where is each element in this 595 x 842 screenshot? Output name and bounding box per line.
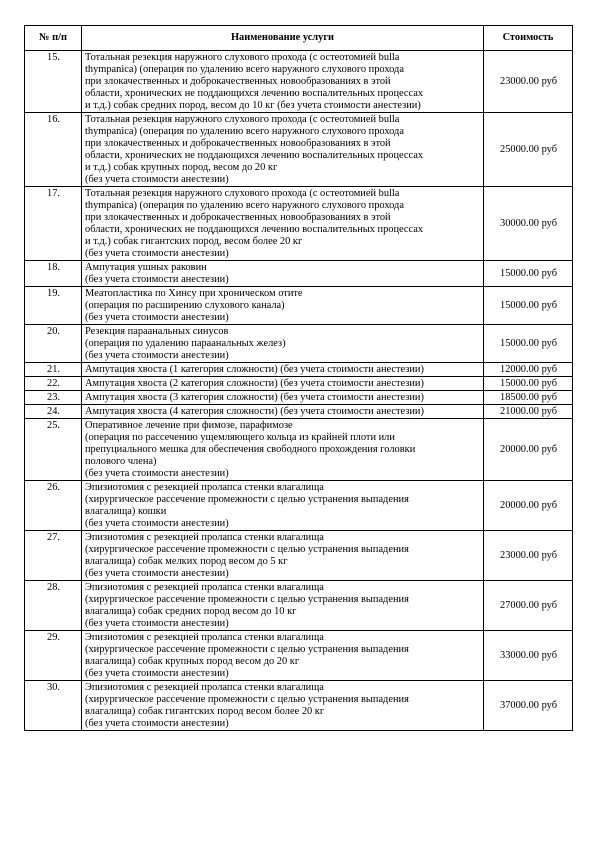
row-number: 16. <box>25 113 82 187</box>
table-header-row <box>25 26 573 51</box>
service-name <box>82 363 484 377</box>
service-cost: 21000.00 руб <box>484 405 573 419</box>
service-name-line: Оперативное лечение при фимозе, парафимозе <box>85 420 293 431</box>
service-name <box>82 391 484 405</box>
row-number: 15. <box>25 51 82 113</box>
service-name-line: влагалища) собак мелких пород весом до 5 кг <box>85 556 288 567</box>
table-row <box>25 377 573 391</box>
service-name-line: Эпизиотомия с резекцией пролапса стенки влагалища <box>85 482 324 493</box>
row-number: 29. <box>25 631 82 681</box>
service-name-line: при злокачественных и доброкачественных новообразованиях в этой <box>85 76 391 87</box>
service-name-line: влагалища) собак крупных пород весом до 20 кг <box>85 656 300 667</box>
service-name-line: влагалища) собак средних пород весом до 10 кг <box>85 606 297 617</box>
table-row <box>25 363 573 377</box>
service-name-line: при злокачественных и доброкачественных новообразованиях в этой <box>85 212 391 223</box>
service-cost: 23000.00 руб <box>484 531 573 581</box>
service-name-line: (без учета стоимости анестезии) <box>85 350 229 361</box>
service-name-line: области, хронических не поддающихся лечению воспалительных процессах <box>85 88 424 99</box>
service-name-line: (операция по рассечению ущемляющего кольца из крайней плоти или <box>85 432 395 443</box>
service-name <box>82 419 484 481</box>
service-name-line: Эпизиотомия с резекцией пролапса стенки влагалища <box>85 532 324 543</box>
price-table <box>24 25 573 731</box>
table-row <box>25 187 573 261</box>
service-name-line: (хирургическое рассечение промежности с целью устранения выпадения <box>85 694 409 705</box>
service-name-line: области, хронических не поддающихся лечению воспалительных процессах <box>85 150 424 161</box>
service-cost: 15000.00 руб <box>484 377 573 391</box>
table-row <box>25 631 573 681</box>
service-name-line: (без учета стоимости анестезии) <box>85 618 229 629</box>
service-cost: 18500.00 руб <box>484 391 573 405</box>
service-name-line: thympanica) (операция по удалению всего наружного слухового прохода <box>85 64 404 75</box>
service-name-line: Тотальная резекция наружного слухового прохода (с остеотомией bulla <box>85 114 400 125</box>
service-name <box>82 287 484 325</box>
service-name-line: (без учета стоимости анестезии) <box>85 274 229 285</box>
service-name <box>82 261 484 287</box>
table-row <box>25 581 573 631</box>
service-name-line: и т.д.) собак гигантских пород, весом более 20 кг <box>85 236 303 247</box>
service-name-line: Тотальная резекция наружного слухового прохода (с остеотомией bulla <box>85 52 400 63</box>
table-row <box>25 531 573 581</box>
table-row <box>25 113 573 187</box>
service-name-line: влагалища) кошки <box>85 506 167 517</box>
table-row <box>25 405 573 419</box>
row-number: 21. <box>25 363 82 377</box>
table-body <box>25 51 573 731</box>
service-name-line: (хирургическое рассечение промежности с целью устранения выпадения <box>85 594 409 605</box>
service-cost: 15000.00 руб <box>484 325 573 363</box>
service-name-line: (без учета стоимости анестезии) <box>85 668 229 679</box>
service-name-line: и т.д.) собак средних пород, весом до 10 кг (без учета стоимости анестезии) <box>85 100 421 111</box>
row-number: 23. <box>25 391 82 405</box>
row-number: 28. <box>25 581 82 631</box>
service-name-line: Эпизиотомия с резекцией пролапса стенки влагалища <box>85 582 324 593</box>
header-number: № п/п <box>25 26 82 51</box>
table-row <box>25 325 573 363</box>
service-cost: 20000.00 руб <box>484 419 573 481</box>
row-number: 27. <box>25 531 82 581</box>
row-number: 18. <box>25 261 82 287</box>
service-name-line: Тотальная резекция наружного слухового прохода (с остеотомией bulla <box>85 188 400 199</box>
service-name-line: при злокачественных и доброкачественных новообразованиях в этой <box>85 138 391 149</box>
service-cost: 33000.00 руб <box>484 631 573 681</box>
table-row <box>25 481 573 531</box>
service-name-line: (без учета стоимости анестезии) <box>85 518 229 529</box>
service-name <box>82 581 484 631</box>
service-name-line: препуциального мешка для обеспечения свободного прохождения головки <box>85 444 416 455</box>
service-name <box>82 531 484 581</box>
table-row <box>25 391 573 405</box>
service-cost: 12000.00 руб <box>484 363 573 377</box>
service-name <box>82 113 484 187</box>
table-row <box>25 261 573 287</box>
row-number: 30. <box>25 681 82 731</box>
service-name <box>82 481 484 531</box>
service-name <box>82 631 484 681</box>
service-name-line: Эпизиотомия с резекцией пролапса стенки влагалища <box>85 682 324 693</box>
service-cost: 15000.00 руб <box>484 261 573 287</box>
service-name-line: Эпизиотомия с резекцией пролапса стенки влагалища <box>85 632 324 643</box>
service-name <box>82 377 484 391</box>
row-number: 20. <box>25 325 82 363</box>
service-name-line: Ампутация ушных раковин <box>85 262 207 273</box>
service-name-line: влагалища) собак гигантских пород весом более 20 кг <box>85 706 325 717</box>
service-name <box>82 681 484 731</box>
service-name-line: (без учета стоимости анестезии) <box>85 718 229 729</box>
service-name-line: (без учета стоимости анестезии) <box>85 174 229 185</box>
service-name-line: Ампутация хвоста (1 категория сложности) (без учета стоимости анестезии) <box>85 364 424 375</box>
service-name-line: (операция по удалению параанальных желез) <box>85 338 286 349</box>
table-row <box>25 287 573 325</box>
header-cost: Стоимость <box>484 26 573 51</box>
service-name-line: (хирургическое рассечение промежности с целью устранения выпадения <box>85 644 409 655</box>
service-cost: 27000.00 руб <box>484 581 573 631</box>
service-name-line: (операция по расширению слухового канала) <box>85 300 285 311</box>
header-service-name: Наименование услуги <box>82 26 484 51</box>
service-name-line: thympanica) (операция по удалению всего наружного слухового прохода <box>85 200 404 211</box>
service-name-line: (хирургическое рассечение промежности с целью устранения выпадения <box>85 494 409 505</box>
service-name-line: Меатопластика по Хинсу при хроническом отите <box>85 288 303 299</box>
service-cost: 30000.00 руб <box>484 187 573 261</box>
service-name-line: полового члена) <box>85 456 157 467</box>
table-row <box>25 681 573 731</box>
service-name <box>82 325 484 363</box>
service-name-line: Ампутация хвоста (3 категория сложности) (без учета стоимости анестезии) <box>85 392 424 403</box>
service-name-line: (без учета стоимости анестезии) <box>85 248 229 259</box>
service-cost: 37000.00 руб <box>484 681 573 731</box>
service-cost: 25000.00 руб <box>484 113 573 187</box>
service-name-line: (без учета стоимости анестезии) <box>85 568 229 579</box>
service-name-line: thympanica) (операция по удалению всего наружного слухового прохода <box>85 126 404 137</box>
table-row <box>25 51 573 113</box>
service-name <box>82 405 484 419</box>
table-row <box>25 419 573 481</box>
service-name-line: и т.д.) собак крупных пород, весом до 20 кг <box>85 162 278 173</box>
row-number: 26. <box>25 481 82 531</box>
row-number: 25. <box>25 419 82 481</box>
service-cost: 23000.00 руб <box>484 51 573 113</box>
row-number: 17. <box>25 187 82 261</box>
service-name <box>82 187 484 261</box>
service-name-line: (без учета стоимости анестезии) <box>85 312 229 323</box>
service-name-line: области, хронических не поддающихся лечению воспалительных процессах <box>85 224 424 235</box>
service-name <box>82 51 484 113</box>
service-cost: 15000.00 руб <box>484 287 573 325</box>
service-name-line: Ампутация хвоста (4 категория сложности) (без учета стоимости анестезии) <box>85 406 424 417</box>
service-cost: 20000.00 руб <box>484 481 573 531</box>
row-number: 19. <box>25 287 82 325</box>
service-name-line: Ампутация хвоста (2 категория сложности) (без учета стоимости анестезии) <box>85 378 424 389</box>
service-name-line: (хирургическое рассечение промежности с целью устранения выпадения <box>85 544 409 555</box>
row-number: 22. <box>25 377 82 391</box>
service-name-line: Резекция параанальных синусов <box>85 326 229 337</box>
service-name-line: (без учета стоимости анестезии) <box>85 468 229 479</box>
row-number: 24. <box>25 405 82 419</box>
